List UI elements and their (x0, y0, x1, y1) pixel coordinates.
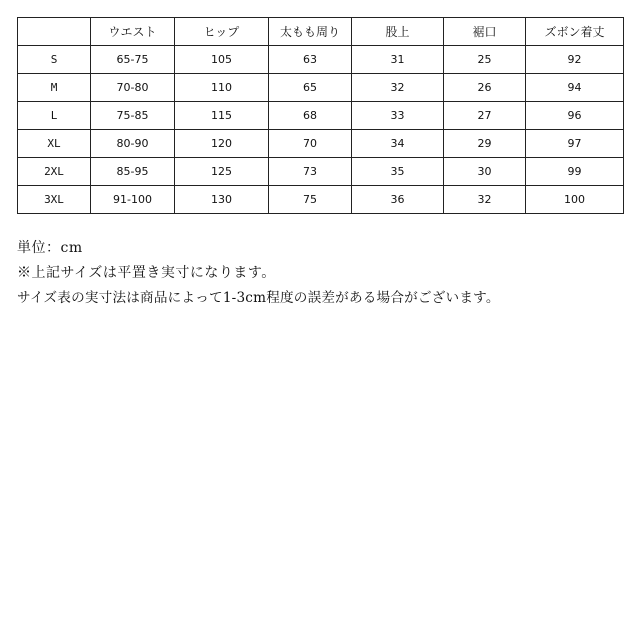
header-cell-hip: ヒップ (175, 18, 269, 46)
thigh-cell: 70 (269, 130, 352, 158)
hip-cell: 130 (175, 186, 269, 214)
rise-cell: 35 (352, 158, 444, 186)
table-header-row (18, 18, 624, 46)
size-label-cell: M (18, 74, 91, 102)
length-cell: 92 (526, 46, 624, 74)
hem-cell: 27 (444, 102, 526, 130)
header-cell-thigh: 太もも周り (269, 18, 352, 46)
size-label-cell: S (18, 46, 91, 74)
rise-cell: 33 (352, 102, 444, 130)
length-cell: 97 (526, 130, 624, 158)
header-cell-waist: ウエスト (91, 18, 175, 46)
length-cell: 100 (526, 186, 624, 214)
size-label-cell: L (18, 102, 91, 130)
hem-cell: 32 (444, 186, 526, 214)
length-cell: 94 (526, 74, 624, 102)
table-row (18, 102, 624, 130)
thigh-cell: 75 (269, 186, 352, 214)
waist-cell: 75-85 (91, 102, 175, 130)
length-cell: 99 (526, 158, 624, 186)
size-label-cell: XL (18, 130, 91, 158)
waist-cell: 80-90 (91, 130, 175, 158)
rise-cell: 32 (352, 74, 444, 102)
hem-cell: 26 (444, 74, 526, 102)
table-row (18, 130, 624, 158)
rise-cell: 34 (352, 130, 444, 158)
hem-cell: 25 (444, 46, 526, 74)
flat-measure-note: ※上記サイズは平置き実寸になります。 (17, 265, 276, 281)
hem-cell: 30 (444, 158, 526, 186)
rise-cell: 31 (352, 46, 444, 74)
hip-cell: 105 (175, 46, 269, 74)
hip-cell: 125 (175, 158, 269, 186)
header-cell-length: ズボン着丈 (526, 18, 624, 46)
thigh-cell: 68 (269, 102, 352, 130)
unit-note: 単位：cm (17, 240, 83, 256)
rise-cell: 36 (352, 186, 444, 214)
waist-cell: 85-95 (91, 158, 175, 186)
size-notes (17, 236, 627, 311)
size-chart-table (17, 17, 624, 214)
length-cell: 96 (526, 102, 624, 130)
hip-cell: 110 (175, 74, 269, 102)
measurement-error-note: サイズ表の実寸法は商品によって1-3cm程度の誤差がある場合がございます。 (17, 290, 500, 306)
header-cell-size (18, 18, 91, 46)
table-row (18, 74, 624, 102)
table-row (18, 158, 624, 186)
size-label-cell: 3XL (18, 186, 91, 214)
waist-cell: 91-100 (91, 186, 175, 214)
thigh-cell: 73 (269, 158, 352, 186)
thigh-cell: 63 (269, 46, 352, 74)
table-row (18, 46, 624, 74)
table-row (18, 186, 624, 214)
header-cell-hem: 裾口 (444, 18, 526, 46)
size-label-cell: 2XL (18, 158, 91, 186)
thigh-cell: 65 (269, 74, 352, 102)
hem-cell: 29 (444, 130, 526, 158)
waist-cell: 70-80 (91, 74, 175, 102)
waist-cell: 65-75 (91, 46, 175, 74)
hip-cell: 120 (175, 130, 269, 158)
hip-cell: 115 (175, 102, 269, 130)
header-cell-rise: 股上 (352, 18, 444, 46)
